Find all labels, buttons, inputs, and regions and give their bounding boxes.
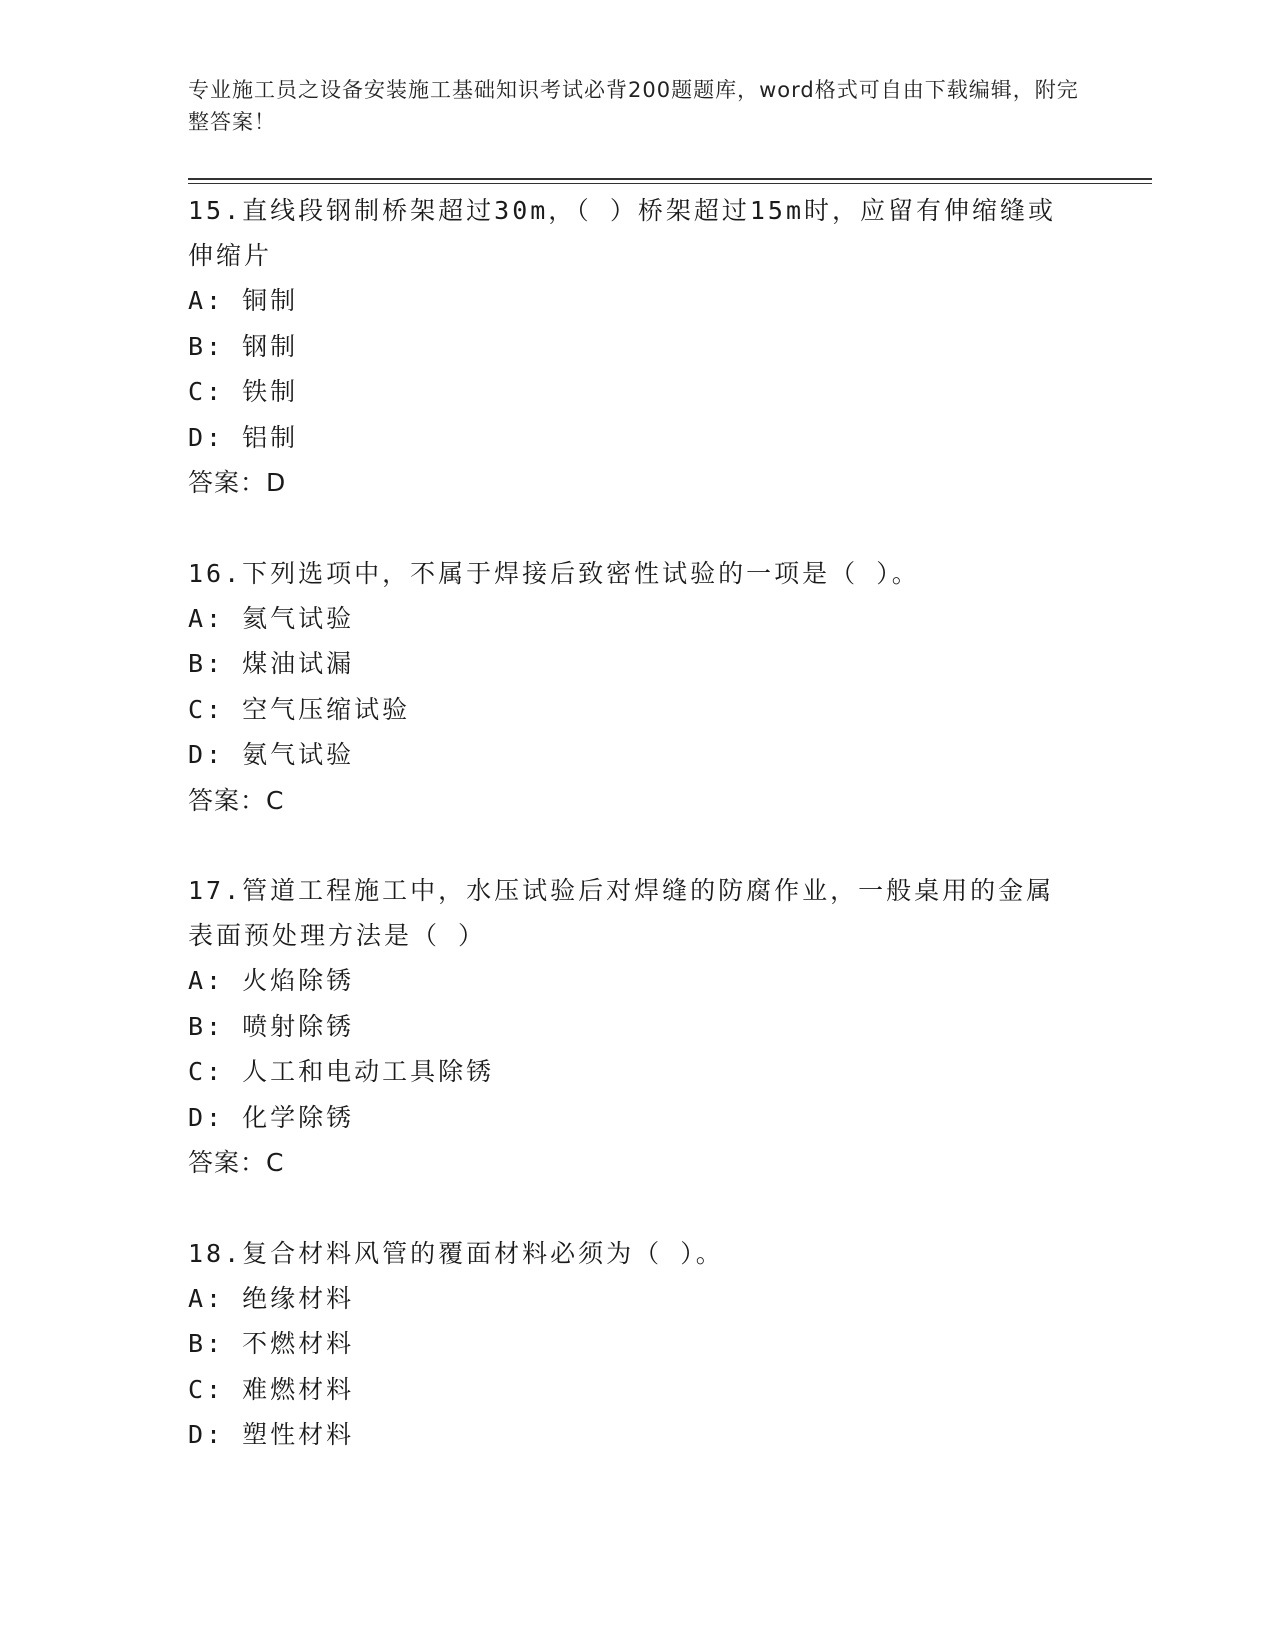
answer-line: 答案：D — [188, 468, 287, 497]
question-spacer — [188, 506, 1088, 551]
question-spacer — [188, 1186, 1088, 1231]
option-b: B: 钢制 — [188, 331, 299, 361]
question-stem-line: 17.管道工程施工中，水压试验后对焊缝的防腐作业，一般桌用的金属 — [188, 876, 1055, 905]
answer-line: 答案：C — [188, 785, 285, 815]
header-note: 专业施工员之设备安装施工基础知识考试必背200题题库，word格式可自由下载编辑，附完整答案！ — [188, 78, 1079, 134]
question-stem-line: 表面预处理方法是（ ） — [188, 921, 487, 950]
option-a: A: 氦气试验 — [188, 603, 355, 633]
question-spacer — [188, 823, 1088, 868]
question-17 — [188, 868, 1088, 1186]
option-a: A: 铜制 — [188, 286, 299, 315]
option-d: D: 铝制 — [188, 422, 299, 452]
question-stem-line: 伸缩片 — [188, 241, 273, 270]
question-stem-line: 15.直线段钢制桥架超过30m，（ ）桥架超过15m时，应留有伸缩缝或 — [188, 196, 1057, 225]
header-divider-thick — [188, 178, 1152, 180]
option-d: D: 化学除锈 — [188, 1102, 355, 1132]
option-c: C: 人工和电动工具除锈 — [188, 1057, 495, 1086]
question-18 — [188, 1231, 1088, 1458]
answer-line: 答案：C — [188, 1148, 285, 1177]
option-b: B: 煤油试漏 — [188, 649, 355, 678]
question-stem-line: 18.复合材料风管的覆面材料必须为（ ）。 — [188, 1238, 724, 1268]
option-c: C: 铁制 — [188, 377, 299, 406]
option-a: A: 绝缘材料 — [188, 1283, 355, 1313]
option-c: C: 难燃材料 — [188, 1374, 355, 1404]
question-15 — [188, 188, 1088, 506]
header-divider-thin — [188, 183, 1152, 184]
option-d: D: 塑性材料 — [188, 1420, 355, 1449]
question-stem-line: 16.下列选项中，不属于焊接后致密性试验的一项是（ ）。 — [188, 558, 920, 588]
question-16 — [188, 551, 1088, 824]
option-c: C: 空气压缩试验 — [188, 694, 411, 724]
option-d: D: 氨气试验 — [188, 740, 355, 769]
question-list — [188, 188, 1088, 1458]
option-b: B: 喷射除锈 — [188, 1011, 355, 1041]
option-b: B: 不燃材料 — [188, 1329, 355, 1358]
option-a: A: 火焰除锈 — [188, 966, 355, 995]
